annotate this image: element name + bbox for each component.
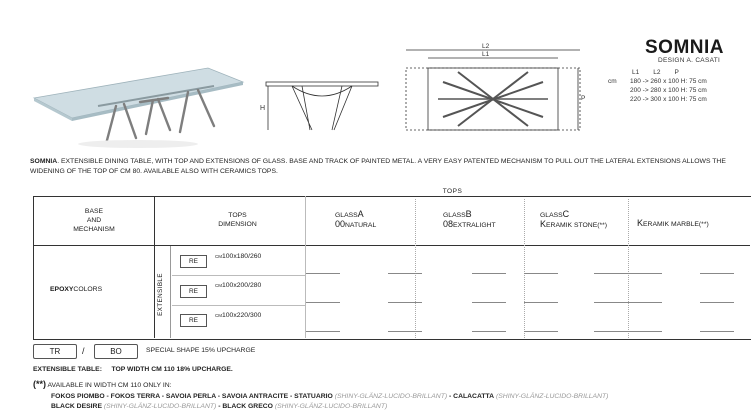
dim-head-l2: L2 xyxy=(653,69,661,76)
col-letter: C xyxy=(562,209,570,219)
column-separator xyxy=(524,199,525,338)
dim-row: 220 -> 300 x 100 H: 75 cm xyxy=(630,96,707,103)
column-keramik-marble xyxy=(637,219,709,229)
finish-note: (SHINY-GLÄNZ-LUCIDO-BRILLANT) xyxy=(495,393,609,400)
column-glass-a xyxy=(335,210,376,230)
price-placeholder xyxy=(594,331,628,332)
base-header-line: AND xyxy=(86,217,102,224)
base-bold: EPOXY xyxy=(50,286,74,293)
col-code: 08 xyxy=(443,219,454,229)
finish-note: (SHINY-GLÄNZ-LUCIDO-BRILLANT) xyxy=(334,393,448,400)
row-code-re: RE xyxy=(180,285,207,298)
material-calacatta: - CALACATTA xyxy=(449,393,495,400)
price-placeholder xyxy=(594,273,628,274)
shape-slash: / xyxy=(82,346,85,356)
column-separator xyxy=(628,199,629,338)
table-divider xyxy=(305,196,306,338)
column-separator xyxy=(415,199,416,338)
col-code: K xyxy=(637,218,644,228)
tops-header: TOPS xyxy=(442,188,463,195)
price-placeholder xyxy=(524,273,558,274)
dim-head-l1: L1 xyxy=(632,69,640,76)
finish-note: (SHINY-GLÄNZ-LUCIDO-BRILLANT) xyxy=(274,403,388,410)
extensible-label xyxy=(150,255,170,333)
row-rule xyxy=(172,275,306,276)
col-sub: NATURAL xyxy=(345,222,377,229)
base-header-line: BASE xyxy=(84,208,104,215)
label-l2: L2 xyxy=(482,43,490,50)
base-mechanism-header xyxy=(34,196,154,245)
extensible-text: EXTENSIBLE xyxy=(156,272,164,316)
product-photo xyxy=(28,40,250,152)
col-letter: B xyxy=(465,209,472,219)
shape-tr-badge: TR xyxy=(33,344,77,359)
price-placeholder xyxy=(306,302,340,303)
dim-row: 200 -> 280 x 100 H: 75 cm xyxy=(630,87,707,94)
row-unit: CM xyxy=(215,254,222,259)
price-placeholder xyxy=(388,273,422,274)
col-sub: ERAMIK STONE(**) xyxy=(546,222,608,229)
description-name: SOMNIA xyxy=(30,158,58,165)
extensible-table-text: TOP WIDTH CM 110 18% UPCHARGE. xyxy=(111,366,233,373)
dimension-list xyxy=(608,68,707,104)
row-dimension xyxy=(215,312,261,319)
row-unit: CM xyxy=(215,283,222,288)
material-list: FOKOS PIOMBO - FOKOS TERRA - SAVOIA PERLA - SAVOIA ANTRACITE - STATUARIO xyxy=(51,393,333,400)
col-prefix: GLASS xyxy=(335,212,358,219)
extensible-table-label: EXTENSIBLE TABLE: xyxy=(33,366,102,373)
material-black-desire: BLACK DESIRE xyxy=(51,403,102,410)
price-placeholder xyxy=(306,273,340,274)
price-placeholder xyxy=(306,331,340,332)
column-glass-c xyxy=(540,210,607,230)
col-sub: EXTRALIGHT xyxy=(453,222,496,229)
product-name: SOMNIA xyxy=(645,37,724,58)
price-placeholder xyxy=(524,331,558,332)
row-rule xyxy=(172,305,306,306)
price-placeholder xyxy=(628,302,662,303)
price-placeholder xyxy=(700,302,734,303)
tops-dimension-line: TOPS xyxy=(228,212,247,219)
dim-row: 180 -> 260 x 100 H: 75 cm xyxy=(630,78,707,85)
availability-text: AVAILABLE IN WIDTH CM 110 ONLY IN: xyxy=(47,382,172,389)
price-placeholder xyxy=(524,302,558,303)
row-dimension xyxy=(215,253,261,260)
row-code-re: RE xyxy=(180,314,207,327)
base-header-line: MECHANISM xyxy=(73,226,115,233)
column-glass-b xyxy=(443,210,496,230)
price-placeholder xyxy=(472,302,506,303)
product-description xyxy=(30,157,735,176)
designer: DESIGN A. CASATI xyxy=(658,57,721,64)
row-size: 100x220/300 xyxy=(222,312,262,319)
availability-list xyxy=(51,393,608,400)
row-dimension xyxy=(215,282,261,289)
dim-head-p: P xyxy=(674,69,679,76)
price-placeholder xyxy=(700,331,734,332)
availability-marker: (**) xyxy=(33,379,46,389)
description-text: . EXTENSIBLE DINING TABLE, WITH TOP AND EXTENSIONS OF GLASS. BASE AND TRACK OF PAINTED METAL. A VERY EASY PATENTED MECHANISM TO PULL OUT THE LATERAL EXTENSIONS ALLOWS THE WIDENING OF THE TOP OF CM 80. AVAILABLE ALSO WITH CERAMICS TOPS. xyxy=(30,158,726,175)
plan-drawing xyxy=(398,42,588,134)
price-placeholder xyxy=(700,273,734,274)
tops-dimension-line: DIMENSION xyxy=(218,221,257,228)
material-black-greco: - BLACK GRECO xyxy=(218,403,273,410)
extensible-table-note xyxy=(33,366,233,373)
col-sub: ERAMIK MARBLE(**) xyxy=(643,221,709,228)
price-placeholder xyxy=(388,331,422,332)
availability-list xyxy=(51,403,387,410)
price-placeholder xyxy=(472,273,506,274)
col-prefix: GLASS xyxy=(540,212,563,219)
base-rest: COLORS xyxy=(73,286,103,293)
col-prefix: GLASS xyxy=(443,212,466,219)
availability-note xyxy=(33,379,172,389)
row-unit: CM xyxy=(215,313,222,318)
row-size: 100x180/260 xyxy=(222,253,262,260)
base-epoxy-colors xyxy=(50,286,102,293)
dim-unit: cm xyxy=(608,78,617,85)
tops-dimension-header xyxy=(175,211,300,229)
label-h: H xyxy=(260,105,266,112)
col-code: 00 xyxy=(335,219,346,229)
shape-note: SPECIAL SHAPE 15% UPCHARGE xyxy=(146,347,256,354)
price-placeholder xyxy=(628,331,662,332)
table-divider xyxy=(170,246,171,338)
col-code: K xyxy=(540,219,547,229)
price-placeholder xyxy=(472,331,506,332)
price-placeholder xyxy=(628,273,662,274)
finish-note: (SHINY-GLÄNZ-LUCIDO-BRILLANT) xyxy=(103,403,217,410)
label-l1: L1 xyxy=(482,51,490,58)
price-placeholder xyxy=(594,302,628,303)
side-elevation-drawing xyxy=(262,80,382,136)
table-divider xyxy=(33,245,750,246)
price-placeholder xyxy=(388,302,422,303)
col-letter: A xyxy=(357,209,364,219)
label-p: P xyxy=(581,95,586,102)
row-size: 100x200/280 xyxy=(222,282,262,289)
shape-bo-badge: BO xyxy=(94,344,138,359)
row-code-re: RE xyxy=(180,255,207,268)
